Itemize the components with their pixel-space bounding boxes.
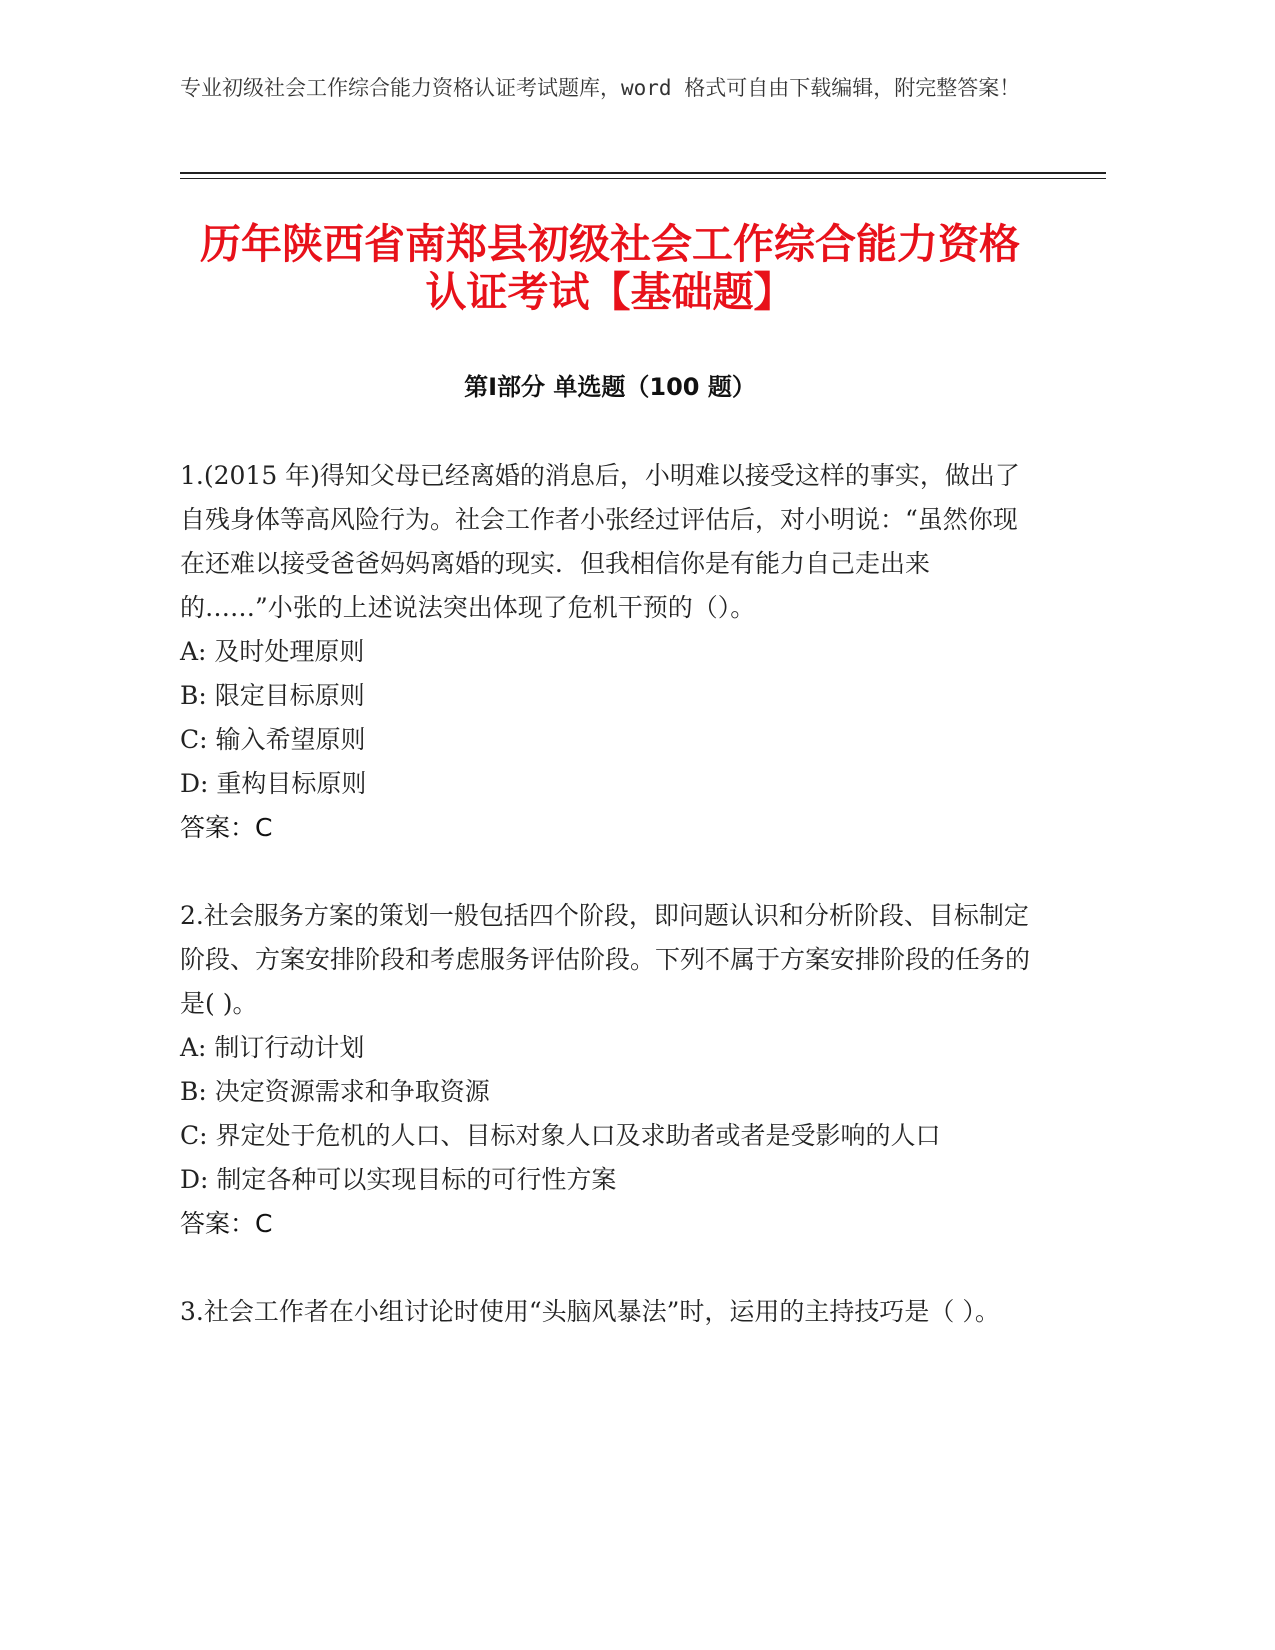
question-3: [180, 1290, 1040, 1334]
answer: 答案：C: [180, 1209, 273, 1238]
option-b: B: 限定目标原则: [180, 681, 365, 710]
option-c: C: 界定处于危机的人口、目标对象人口及求助者或者是受影响的人口: [180, 1121, 941, 1150]
option-d: D: 重构目标原则: [180, 769, 367, 798]
option-a: A: 制订行动计划: [180, 1033, 365, 1062]
question-list: [180, 454, 1040, 1378]
question-text: 3.社会工作者在小组讨论时使用“头脑风暴法”时，运用的主持技巧是（ ）。: [180, 1297, 1000, 1326]
header-divider-thin: [180, 178, 1106, 179]
question-text: 2.社会服务方案的策划一般包括四个阶段，即问题认识和分析阶段、目标制定阶段、方案安排阶段和考虑服务评估阶段。下列不属于方案安排阶段的任务的是( )。: [180, 901, 1031, 1018]
question-1: [180, 454, 1040, 850]
section-heading: 第Ⅰ部分 单选题（100 题）: [464, 373, 756, 401]
question-2: [180, 894, 1040, 1246]
option-c: C: 输入希望原则: [180, 725, 366, 754]
question-text: 1.(2015 年)得知父母已经离婚的消息后，小明难以接受这样的事实，做出了自残身体等高风险行为。社会工作者小张经过评估后，对小明说：“虽然你现在还难以接受爸爸妈妈离婚的现实．但我相信你是有能力自己走出来的……”小张的上述说法突出体现了危机干预的（）。: [180, 461, 1020, 622]
header-note: 专业初级社会工作综合能力资格认证考试题库，word 格式可自由下载编辑，附完整答案！: [180, 76, 1021, 100]
option-a: A: 及时处理原则: [180, 637, 365, 666]
answer: 答案：C: [180, 813, 273, 842]
document-title: 历年陕西省南郑县初级社会工作综合能力资格认证考试【基础题】: [200, 220, 1020, 316]
header-divider-thick: [180, 172, 1106, 174]
option-b: B: 决定资源需求和争取资源: [180, 1077, 490, 1106]
option-d: D: 制定各种可以实现目标的可行性方案: [180, 1165, 617, 1194]
